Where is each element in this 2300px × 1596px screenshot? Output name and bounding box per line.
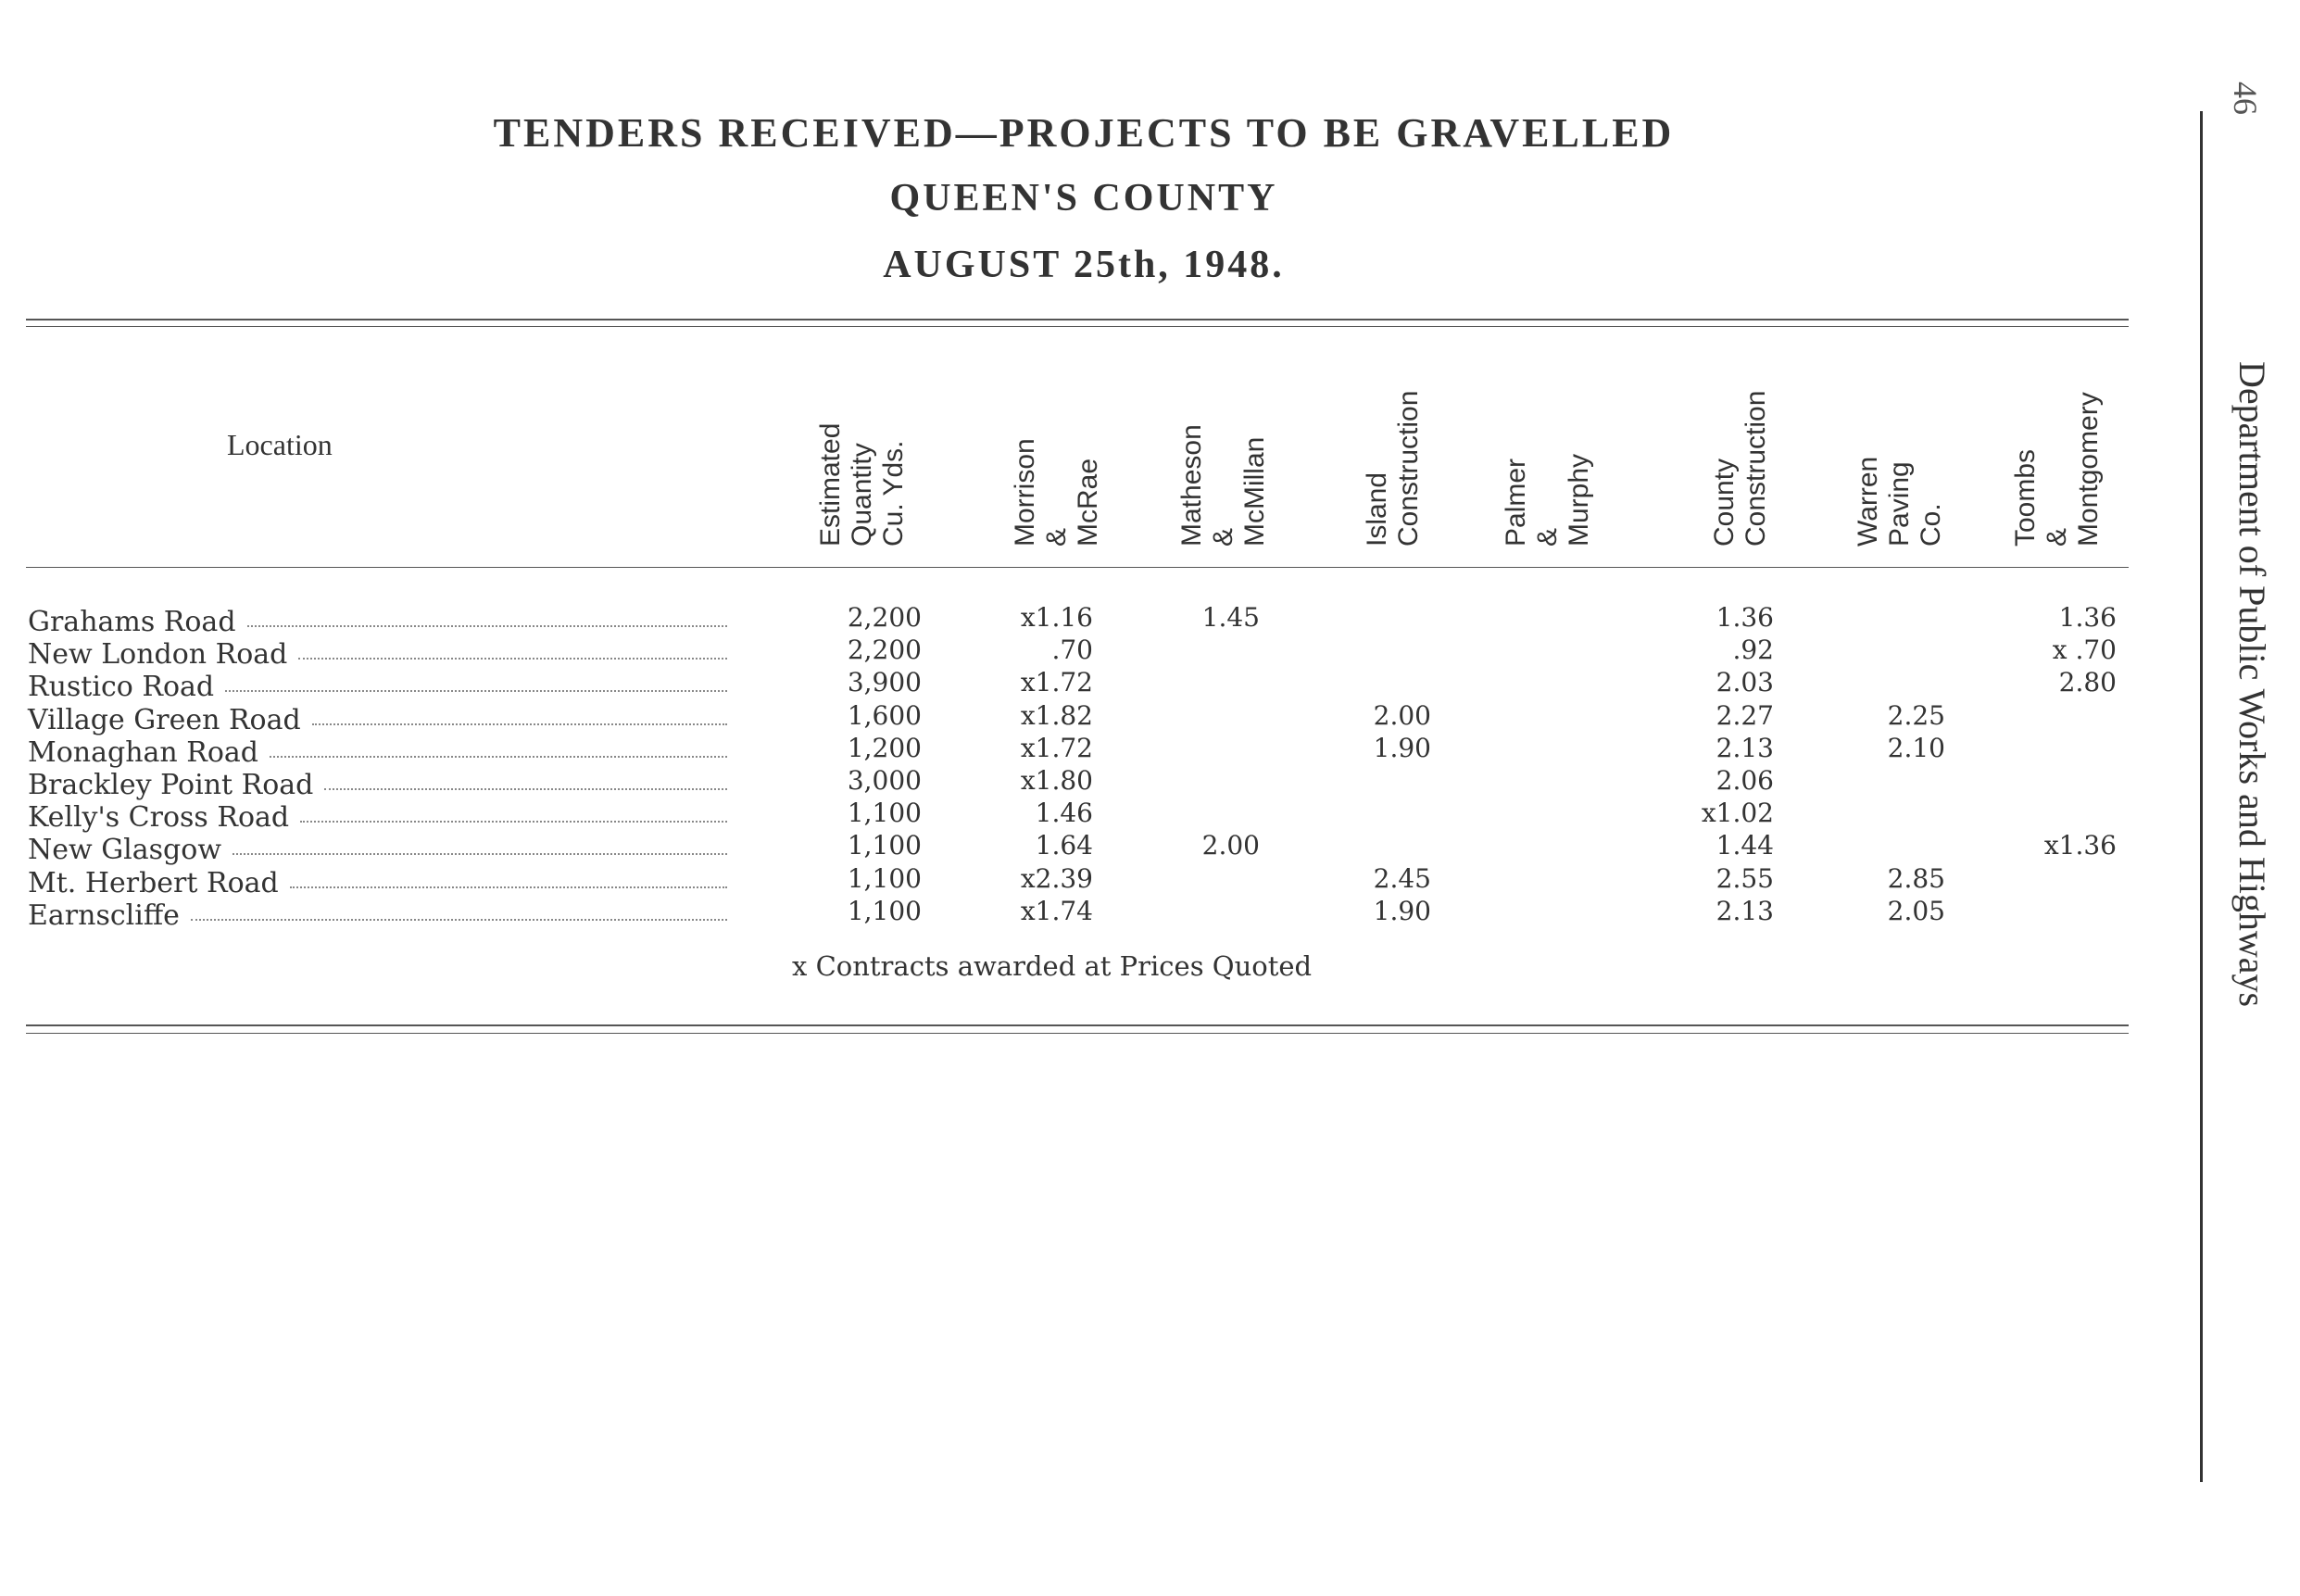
title-line-2: QUEEN'S COUNTY: [889, 177, 1278, 220]
side-rule: [2200, 111, 2203, 1482]
table-cell: 2.55: [1716, 862, 1774, 894]
table-cell: x1.82: [1020, 699, 1093, 731]
table-cell: 1,100: [847, 862, 922, 894]
table-cell: 2.05: [1887, 895, 1945, 926]
title-line-1: TENDERS RECEIVED—PROJECTS TO BE GRAVELLED: [493, 110, 1675, 156]
table-cell: 1,100: [847, 798, 922, 829]
table-cell: 2.03: [1716, 667, 1774, 698]
table-cell: x2.39: [1020, 862, 1093, 894]
bottom-rule-thin: [26, 1033, 2129, 1034]
table-cell: 2.06: [1716, 765, 1774, 796]
table-row: [28, 638, 727, 672]
table-cell: x1.36: [2043, 830, 2117, 861]
table-cell: 2.00: [1201, 830, 1260, 861]
table-row: [28, 801, 727, 835]
row-location: Rustico Road: [28, 671, 215, 704]
table-cell: 1,600: [847, 699, 922, 731]
column-header: [2010, 333, 2104, 547]
bottom-rule: [26, 1024, 2129, 1026]
column-header-label: Palmer & Murphy: [1501, 453, 1594, 547]
table-cell: 2.45: [1373, 862, 1431, 894]
leader-dots: [324, 787, 727, 790]
leader-dots: [298, 657, 727, 660]
table-row: [28, 769, 727, 802]
location-header: Location: [227, 428, 333, 461]
table-cell: 1,200: [847, 732, 922, 763]
table-row: [28, 704, 727, 737]
row-location: New London Road: [28, 638, 288, 672]
table-cell: x1.72: [1020, 732, 1093, 763]
table-cell: 2.10: [1887, 732, 1945, 763]
leader-dots: [247, 624, 727, 627]
table-row: [28, 671, 727, 704]
table-row: [28, 606, 727, 639]
row-location: Monaghan Road: [28, 735, 258, 769]
table-cell: 2.25: [1887, 699, 1945, 731]
leader-dots: [191, 918, 727, 921]
table-cell: .92: [1732, 635, 1774, 666]
column-header-label: Toombs & Montgomery: [2010, 392, 2104, 547]
table-cell: .70: [1051, 635, 1093, 666]
table-cell: 2.85: [1887, 862, 1945, 894]
column-header: [1362, 333, 1445, 547]
row-location: Brackley Point Road: [28, 769, 314, 801]
table-cell: 2,200: [847, 602, 922, 633]
table-row: [28, 899, 727, 933]
table-cell: 1.36: [2058, 602, 2117, 633]
running-head: Department of Public Works and Highways: [2231, 361, 2273, 1008]
table-cell: 1.90: [1373, 732, 1431, 763]
table-cell: 3,900: [847, 667, 922, 698]
table-cell: 3,000: [847, 765, 922, 796]
header-rule: [26, 567, 2129, 568]
table-cell: 2.13: [1716, 732, 1774, 763]
table-cell: 2.27: [1716, 699, 1774, 731]
row-location: Grahams Road: [28, 606, 236, 638]
top-rule: [26, 319, 2129, 320]
leader-dots: [233, 852, 727, 855]
leader-dots: [270, 755, 727, 758]
leader-dots: [312, 723, 727, 725]
table-cell: x1.74: [1020, 895, 1093, 926]
table-cell: 1,100: [847, 895, 922, 926]
column-header-label: Warren Paving Co.: [1853, 456, 1946, 547]
table-row: [28, 867, 727, 900]
table-cell: 1.36: [1716, 602, 1774, 633]
column-header: [1176, 333, 1270, 547]
table-row: [28, 736, 727, 770]
column-header: [815, 333, 909, 547]
row-location: Village Green Road: [28, 703, 301, 736]
table-cell: x1.02: [1701, 798, 1774, 829]
column-header-label: Estimated Quantity Cu. Yds.: [815, 422, 909, 547]
table-cell: 1.46: [1035, 798, 1093, 829]
table-cell: x1.80: [1020, 765, 1093, 796]
column-header-label: Matheson & McMillan: [1176, 424, 1270, 547]
table-cell: 2,200: [847, 635, 922, 666]
table-cell: 2.00: [1373, 699, 1431, 731]
column-header: [1010, 333, 1103, 547]
table-cell: 1.64: [1035, 830, 1093, 861]
table-cell: x1.16: [1020, 602, 1093, 633]
column-header: [1709, 333, 1792, 547]
table-cell: 1,100: [847, 830, 922, 861]
column-header-label: Morrison & McRae: [1010, 438, 1103, 547]
column-header: [1853, 333, 1946, 547]
table-cell: 2.13: [1716, 895, 1774, 926]
table-cell: 2.80: [2058, 667, 2117, 698]
table-cell: x1.72: [1020, 667, 1093, 698]
table-cell: 1.90: [1373, 895, 1431, 926]
column-header-label: Island Construction: [1362, 390, 1424, 547]
table-cell: 1.45: [1201, 602, 1260, 633]
leader-dots: [290, 886, 727, 888]
row-location: Kelly's Cross Road: [28, 801, 290, 835]
column-header-label: County Construction: [1709, 390, 1771, 547]
leader-dots: [225, 689, 727, 692]
title-line-3: AUGUST 25th, 1948.: [883, 244, 1285, 286]
row-location: New Glasgow: [28, 834, 222, 867]
leader-dots: [300, 820, 727, 823]
column-header: [1501, 333, 1594, 547]
table-cell: x .70: [2052, 635, 2117, 666]
row-location: Earnscliffe: [28, 899, 180, 932]
page-number: 46: [2227, 82, 2264, 115]
footnote: x Contracts awarded at Prices Quoted: [792, 950, 1313, 982]
row-location: Mt. Herbert Road: [28, 866, 279, 899]
table-row: [28, 834, 727, 867]
table-cell: 1.44: [1716, 830, 1774, 861]
